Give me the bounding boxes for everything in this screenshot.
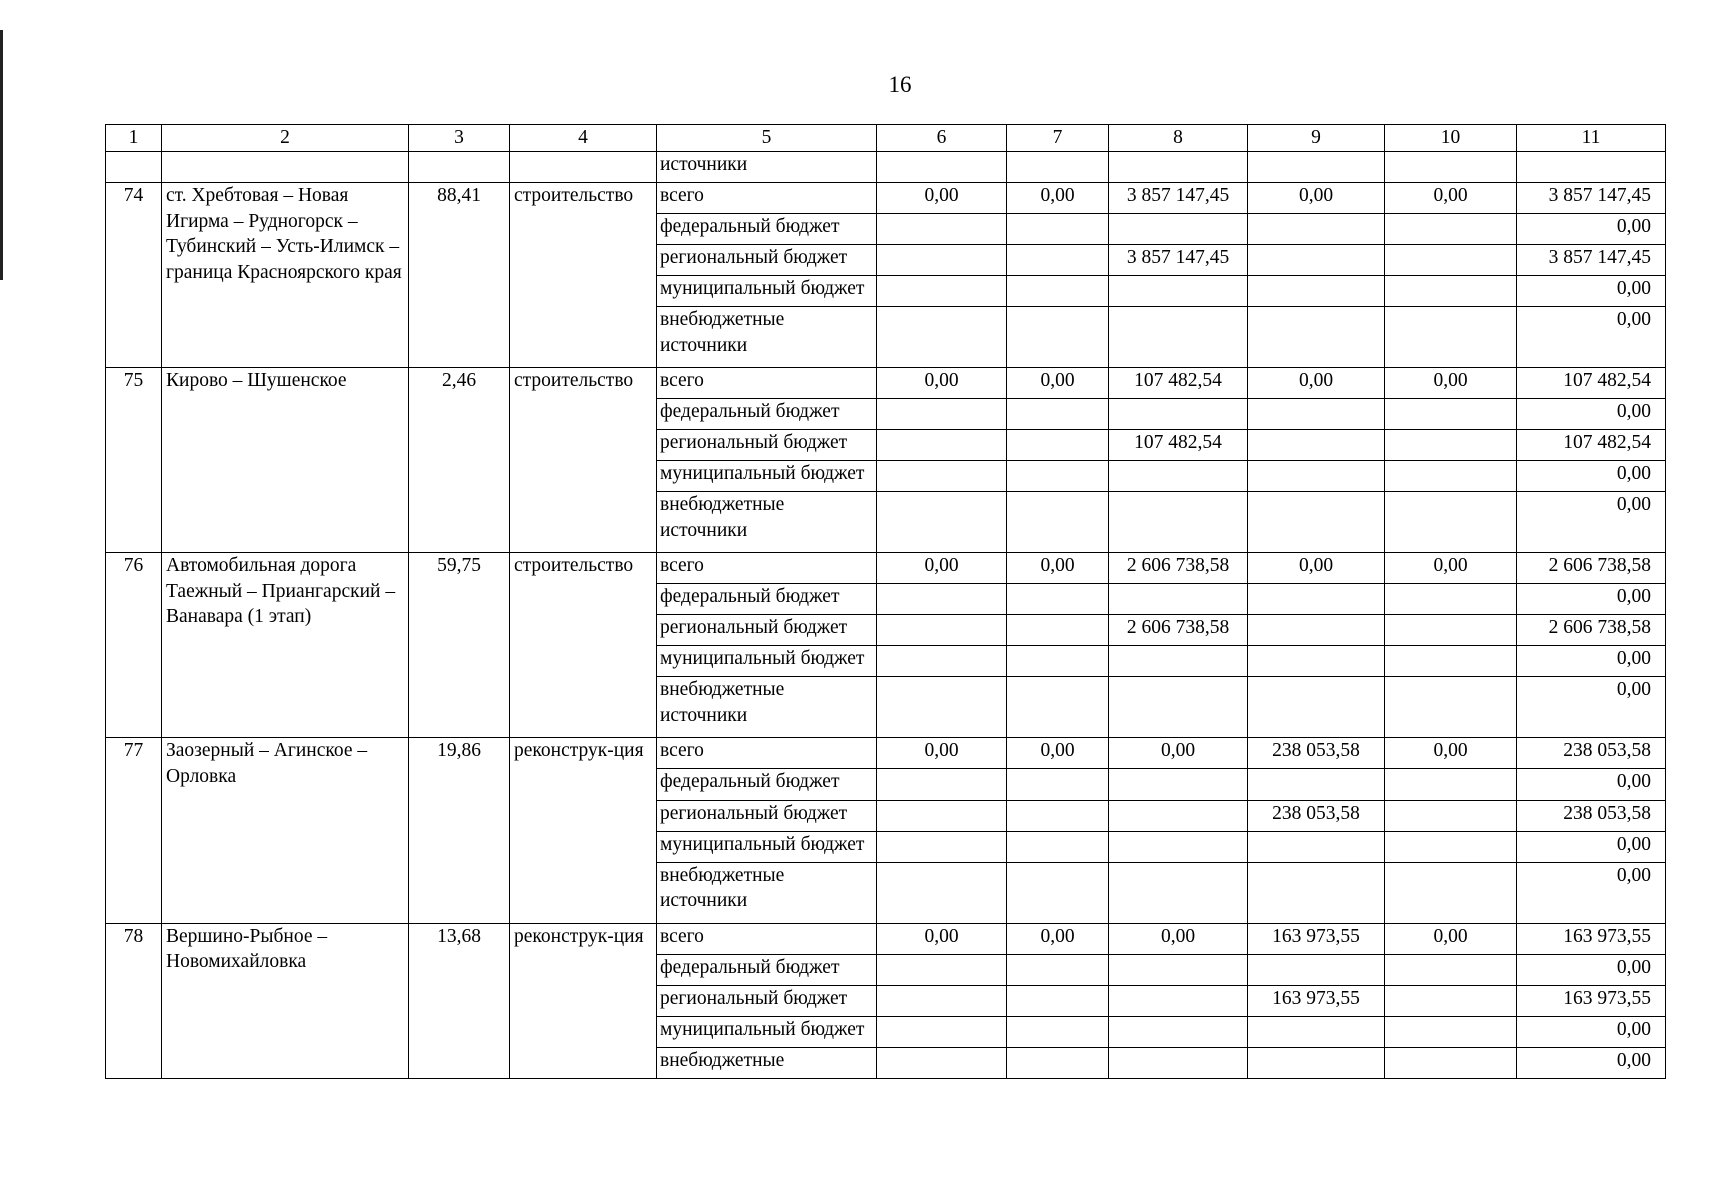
source-cell: региональный бюджет [657, 800, 877, 831]
amount-cell [877, 646, 1007, 677]
amount-cell: 0,00 [877, 368, 1007, 399]
amount-cell [1248, 646, 1385, 677]
amount-cell [1385, 769, 1517, 800]
total-cell: 0,00 [1517, 399, 1666, 430]
amount-cell: 107 482,54 [1109, 368, 1248, 399]
amount-cell [1248, 677, 1385, 738]
total-cell: 163 973,55 [1517, 985, 1666, 1016]
amount-cell [1007, 646, 1109, 677]
amount-cell [1109, 677, 1248, 738]
source-cell: региональный бюджет [657, 985, 877, 1016]
column-header: 9 [1248, 125, 1385, 152]
amount-cell [1007, 245, 1109, 276]
amount-cell [1007, 831, 1109, 862]
source-cell: внебюджетные источники [657, 862, 877, 923]
amount-cell [1248, 769, 1385, 800]
column-header: 7 [1007, 125, 1109, 152]
table-row [106, 183, 1666, 214]
amount-cell [1385, 677, 1517, 738]
total-cell: 163 973,55 [1517, 923, 1666, 954]
amount-cell: 0,00 [877, 183, 1007, 214]
object-number-cell: 76 [106, 553, 162, 738]
amount-cell: 0,00 [1007, 553, 1109, 584]
source-cell: федеральный бюджет [657, 954, 877, 985]
object-number-cell: 78 [106, 923, 162, 1078]
amount-cell [1007, 1047, 1109, 1078]
amount-cell [1109, 862, 1248, 923]
amount-cell: 0,00 [1007, 738, 1109, 769]
amount-cell [877, 954, 1007, 985]
total-cell: 0,00 [1517, 276, 1666, 307]
object-name-cell: Заозерный – Агинское – Орловка [162, 738, 409, 923]
total-cell: 3 857 147,45 [1517, 245, 1666, 276]
amount-cell [1007, 985, 1109, 1016]
amount-cell [1385, 399, 1517, 430]
amount-cell: 2 606 738,58 [1109, 615, 1248, 646]
amount-cell [1385, 1016, 1517, 1047]
amount-cell [877, 985, 1007, 1016]
amount-cell [877, 214, 1007, 245]
amount-cell [1109, 954, 1248, 985]
total-cell: 0,00 [1517, 461, 1666, 492]
amount-cell: 0,00 [1385, 553, 1517, 584]
work-type-cell: строительство [510, 553, 657, 738]
amount-cell: 0,00 [1248, 183, 1385, 214]
source-cell: федеральный бюджет [657, 214, 877, 245]
amount-cell [1248, 461, 1385, 492]
amount-cell [1248, 954, 1385, 985]
amount-cell [1385, 461, 1517, 492]
amount-cell [1248, 1047, 1385, 1078]
amount-cell [1385, 430, 1517, 461]
total-cell: 0,00 [1517, 1016, 1666, 1047]
amount-cell [1109, 646, 1248, 677]
amount-cell [1248, 214, 1385, 245]
object-name-cell: Вершино-Рыбное – Новомихайловка [162, 923, 409, 1078]
amount-cell [1385, 800, 1517, 831]
amount-cell [877, 307, 1007, 368]
column-header: 4 [510, 125, 657, 152]
source-cell: внебюджетные [657, 1047, 877, 1078]
total-cell: 238 053,58 [1517, 738, 1666, 769]
amount-cell [1248, 245, 1385, 276]
amount-cell: 0,00 [877, 553, 1007, 584]
amount-cell: 0,00 [1007, 183, 1109, 214]
source-cell: всего [657, 923, 877, 954]
amount-cell [877, 276, 1007, 307]
amount-cell [1248, 862, 1385, 923]
amount-cell [1007, 492, 1109, 553]
source-cell: внебюджетные источники [657, 492, 877, 553]
amount-cell [877, 245, 1007, 276]
object-name-cell: ст. Хребтовая – Новая Игирма – Рудногорск – Тубинский – Усть-Илимск – граница Красноярского края [162, 183, 409, 368]
amount-cell [1109, 1016, 1248, 1047]
column-header: 5 [657, 125, 877, 152]
amount-cell [1109, 399, 1248, 430]
amount-cell [1007, 615, 1109, 646]
column-header: 1 [106, 125, 162, 152]
amount-cell [1248, 492, 1385, 553]
total-cell: 0,00 [1517, 831, 1666, 862]
amount-cell: 0,00 [1007, 368, 1109, 399]
amount-cell [1007, 769, 1109, 800]
source-cell: внебюджетные источники [657, 307, 877, 368]
amount-cell [877, 1016, 1007, 1047]
amount-cell [1109, 831, 1248, 862]
source-cell: региональный бюджет [657, 245, 877, 276]
amount-cell [1385, 214, 1517, 245]
column-header: 3 [409, 125, 510, 152]
total-cell: 0,00 [1517, 646, 1666, 677]
source-cell: всего [657, 368, 877, 399]
source-cell: федеральный бюджет [657, 584, 877, 615]
amount-cell [1109, 276, 1248, 307]
total-cell: 238 053,58 [1517, 800, 1666, 831]
work-type-cell: реконструк-ция [510, 738, 657, 923]
amount-cell [1109, 214, 1248, 245]
total-cell: 107 482,54 [1517, 368, 1666, 399]
work-type-cell: строительство [510, 183, 657, 368]
amount-cell: 3 857 147,45 [1109, 183, 1248, 214]
table-row [106, 553, 1666, 584]
amount-cell [1385, 985, 1517, 1016]
source-cell: федеральный бюджет [657, 399, 877, 430]
total-cell: 0,00 [1517, 214, 1666, 245]
amount-cell [1248, 584, 1385, 615]
source-cell: внебюджетные источники [657, 677, 877, 738]
length-cell: 88,41 [409, 183, 510, 368]
amount-cell: 238 053,58 [1248, 738, 1385, 769]
total-cell: 0,00 [1517, 492, 1666, 553]
source-cell: муниципальный бюджет [657, 646, 877, 677]
amount-cell [877, 800, 1007, 831]
total-cell: 0,00 [1517, 307, 1666, 368]
amount-cell [1109, 769, 1248, 800]
amount-cell [1248, 1016, 1385, 1047]
amount-cell [877, 1047, 1007, 1078]
amount-cell: 163 973,55 [1248, 985, 1385, 1016]
amount-cell: 238 053,58 [1248, 800, 1385, 831]
table-row [106, 923, 1666, 954]
length-cell: 13,68 [409, 923, 510, 1078]
amount-cell [877, 831, 1007, 862]
source-cell: муниципальный бюджет [657, 276, 877, 307]
amount-cell [1109, 800, 1248, 831]
amount-cell [1109, 1047, 1248, 1078]
source-cell: региональный бюджет [657, 615, 877, 646]
financing-table [105, 124, 1666, 1079]
total-cell: 0,00 [1517, 769, 1666, 800]
amount-cell [1385, 831, 1517, 862]
amount-cell [1007, 399, 1109, 430]
scan-edge-mark [0, 30, 3, 280]
amount-cell: 0,00 [1248, 553, 1385, 584]
total-cell: 107 482,54 [1517, 430, 1666, 461]
amount-cell [1248, 615, 1385, 646]
amount-cell [877, 862, 1007, 923]
amount-cell [1007, 307, 1109, 368]
source-cell: всего [657, 553, 877, 584]
total-cell: 0,00 [1517, 1047, 1666, 1078]
table-row [106, 368, 1666, 399]
amount-cell [877, 399, 1007, 430]
work-type-cell: строительство [510, 368, 657, 553]
amount-cell [877, 461, 1007, 492]
amount-cell: 107 482,54 [1109, 430, 1248, 461]
source-cell: федеральный бюджет [657, 769, 877, 800]
amount-cell [877, 492, 1007, 553]
object-number-cell: 77 [106, 738, 162, 923]
source-cell: муниципальный бюджет [657, 1016, 877, 1047]
object-name-cell: Автомобильная дорога Таежный – Приангарский – Ванавара (1 этап) [162, 553, 409, 738]
source-cell: источники [657, 152, 877, 183]
amount-cell: 0,00 [1109, 923, 1248, 954]
total-cell: 3 857 147,45 [1517, 183, 1666, 214]
amount-cell: 0,00 [877, 738, 1007, 769]
amount-cell: 3 857 147,45 [1109, 245, 1248, 276]
amount-cell [1248, 307, 1385, 368]
amount-cell [1248, 399, 1385, 430]
table-body [106, 125, 1666, 1079]
total-cell: 2 606 738,58 [1517, 615, 1666, 646]
source-cell: всего [657, 738, 877, 769]
amount-cell [1109, 307, 1248, 368]
source-cell: муниципальный бюджет [657, 461, 877, 492]
amount-cell [1007, 862, 1109, 923]
amount-cell: 163 973,55 [1248, 923, 1385, 954]
amount-cell: 2 606 738,58 [1109, 553, 1248, 584]
amount-cell [1385, 862, 1517, 923]
total-cell: 0,00 [1517, 584, 1666, 615]
page-number: 16 [888, 72, 912, 97]
source-cell: всего [657, 183, 877, 214]
amount-cell [1248, 276, 1385, 307]
amount-cell: 0,00 [1385, 368, 1517, 399]
amount-cell: 0,00 [1007, 923, 1109, 954]
object-number-cell: 74 [106, 183, 162, 368]
source-cell: региональный бюджет [657, 430, 877, 461]
column-header: 6 [877, 125, 1007, 152]
amount-cell [1007, 276, 1109, 307]
amount-cell [1007, 430, 1109, 461]
amount-cell [1248, 430, 1385, 461]
amount-cell [877, 584, 1007, 615]
amount-cell: 0,00 [1385, 738, 1517, 769]
amount-cell: 0,00 [1385, 183, 1517, 214]
amount-cell [1385, 954, 1517, 985]
continuation-row [106, 152, 1666, 183]
table-row [106, 738, 1666, 769]
amount-cell [877, 677, 1007, 738]
amount-cell [1109, 492, 1248, 553]
length-cell: 2,46 [409, 368, 510, 553]
total-cell: 2 606 738,58 [1517, 553, 1666, 584]
amount-cell [1007, 954, 1109, 985]
amount-cell [1109, 985, 1248, 1016]
amount-cell [1007, 1016, 1109, 1047]
amount-cell: 0,00 [1109, 738, 1248, 769]
amount-cell [1007, 677, 1109, 738]
amount-cell [877, 615, 1007, 646]
total-cell: 0,00 [1517, 954, 1666, 985]
amount-cell [1385, 646, 1517, 677]
work-type-cell: реконструк-ция [510, 923, 657, 1078]
amount-cell: 0,00 [1248, 368, 1385, 399]
object-number-cell: 75 [106, 368, 162, 553]
amount-cell [1007, 461, 1109, 492]
object-name-cell: Кирово – Шушенское [162, 368, 409, 553]
length-cell: 59,75 [409, 553, 510, 738]
column-number-header [106, 125, 1666, 152]
amount-cell [1385, 615, 1517, 646]
amount-cell [1385, 492, 1517, 553]
total-cell: 0,00 [1517, 862, 1666, 923]
source-cell: муниципальный бюджет [657, 831, 877, 862]
amount-cell [1007, 800, 1109, 831]
total-cell: 0,00 [1517, 677, 1666, 738]
amount-cell [877, 430, 1007, 461]
column-header: 11 [1517, 125, 1666, 152]
amount-cell: 0,00 [877, 923, 1007, 954]
amount-cell [1385, 245, 1517, 276]
amount-cell [1109, 584, 1248, 615]
amount-cell [1109, 461, 1248, 492]
amount-cell [1385, 276, 1517, 307]
column-header: 2 [162, 125, 409, 152]
amount-cell: 0,00 [1385, 923, 1517, 954]
amount-cell [1385, 1047, 1517, 1078]
column-header: 10 [1385, 125, 1517, 152]
column-header: 8 [1109, 125, 1248, 152]
length-cell: 19,86 [409, 738, 510, 923]
amount-cell [1007, 584, 1109, 615]
amount-cell [877, 769, 1007, 800]
amount-cell [1007, 214, 1109, 245]
amount-cell [1385, 307, 1517, 368]
amount-cell [1385, 584, 1517, 615]
amount-cell [1248, 831, 1385, 862]
